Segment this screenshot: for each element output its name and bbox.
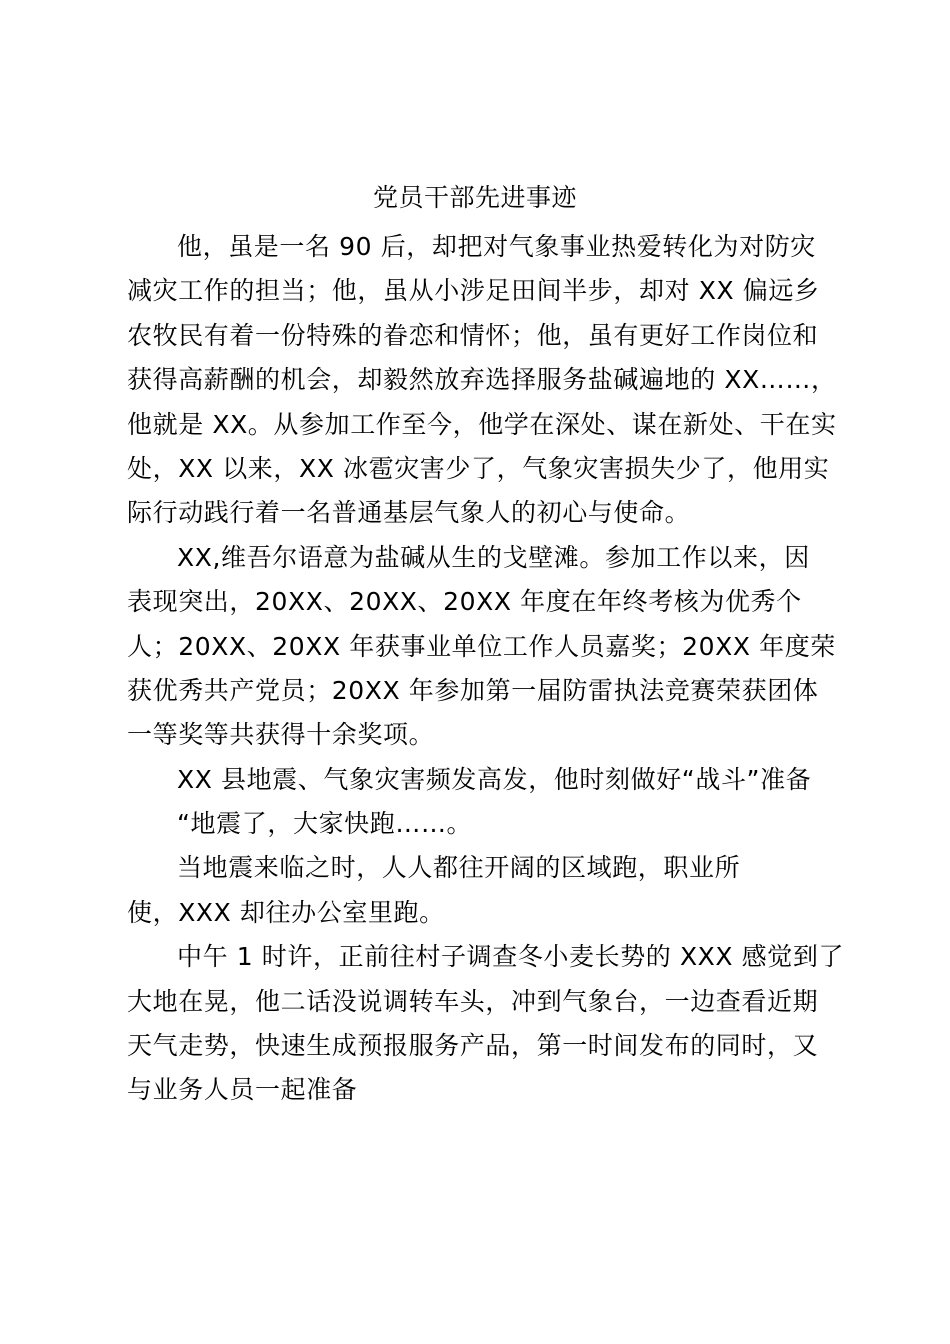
paragraph-line: 表现突出，20XX、20XX、20XX 年度在年终考核为优秀个 bbox=[127, 587, 802, 617]
paragraph-line: 他就是 XX。从参加工作至今，他学在深处、谋在新处、干在实 bbox=[127, 409, 837, 439]
paragraph-line: 人；20XX、20XX 年获事业单位工作人员嘉奖；20XX 年度荣 bbox=[127, 631, 836, 661]
paragraph-line: 处，XX 以来，XX 冰雹灾害少了，气象灾害损失少了，他用实 bbox=[127, 453, 830, 483]
paragraph-line: 一等奖等共获得十余奖项。 bbox=[127, 720, 435, 750]
paragraph-line: 与业务人员一起准备 bbox=[127, 1075, 358, 1105]
document-title: 党员干部先进事迹 bbox=[372, 183, 577, 212]
paragraph-line: 中午 1 时许，正前往村子调查冬小麦长势的 XXX 感觉到了 bbox=[177, 942, 845, 972]
paragraph-line: 减灾工作的担当；他，虽从小涉足田间半步，却对 XX 偏远乡 bbox=[127, 276, 820, 306]
paragraph-line: 大地在晃，他二话没说调转车头，冲到气象台，一边查看近期 bbox=[127, 986, 819, 1016]
paragraph-line: 天气走势，快速生成预报服务产品，第一时间发布的同时，又 bbox=[127, 1031, 819, 1061]
document-body bbox=[127, 225, 845, 1113]
paragraph-line: 农牧民有着一份特殊的眷恋和情怀；他，虽有更好工作岗位和 bbox=[127, 320, 819, 350]
paragraph-line: 获得高薪酬的机会，却毅然放弃选择服务盐碱遍地的 XX……， bbox=[127, 365, 837, 395]
paragraph-line: 当地震来临之时，人人都往开阔的区域跑，职业所 bbox=[177, 853, 741, 883]
paragraph-line: 使，XXX 却往办公室里跑。 bbox=[127, 897, 445, 927]
paragraph-line: XX,维吾尔语意为盐碱从生的戈壁滩。参加工作以来，因 bbox=[177, 542, 810, 572]
paragraph-line: 际行动践行着一名普通基层气象人的初心与使命。 bbox=[127, 498, 691, 528]
paragraph-line: XX 县地震、气象灾害频发高发，他时刻做好“战斗”准备 bbox=[177, 764, 812, 794]
paragraph-line: 获优秀共产党员；20XX 年参加第一届防雷执法竞赛荣获团体 bbox=[127, 675, 819, 705]
paragraph-line: 他，虽是一名 90 后，却把对气象事业热爱转化为对防灾 bbox=[177, 232, 816, 261]
paragraph-line: “地震了，大家快跑……。 bbox=[177, 809, 473, 839]
